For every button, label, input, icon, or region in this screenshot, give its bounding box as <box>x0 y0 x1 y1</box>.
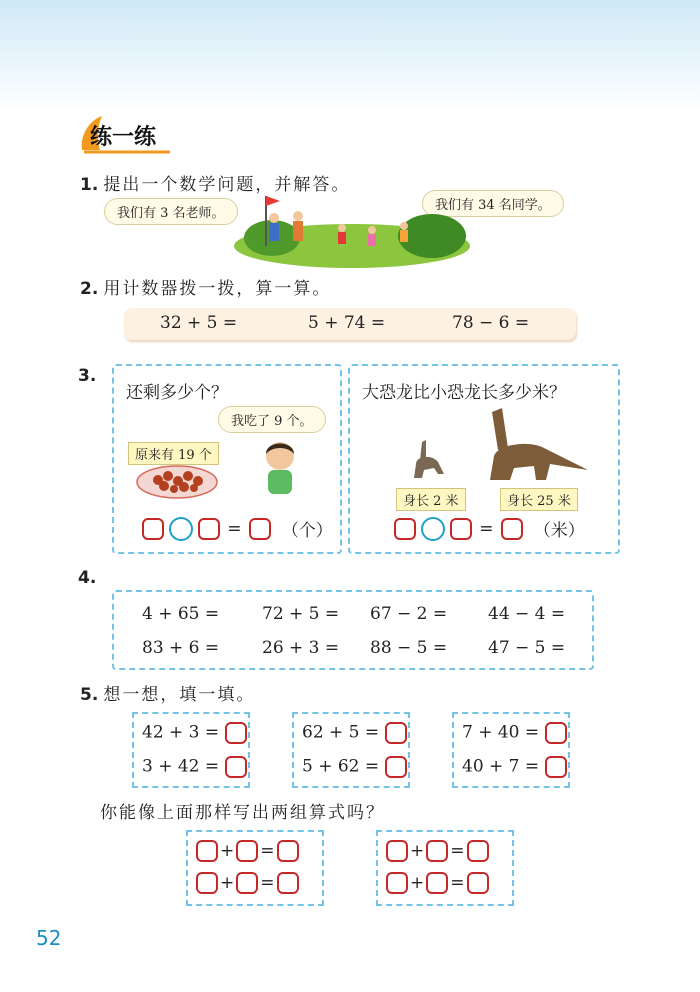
group-row <box>196 872 299 894</box>
question-number: 3. <box>78 366 97 386</box>
group-row <box>386 872 489 894</box>
plus-sign: + <box>220 841 235 861</box>
plate-of-dates-icon <box>136 464 218 500</box>
expression: 78 − 6 = <box>452 313 530 333</box>
answer-box[interactable] <box>225 756 247 778</box>
answer-box[interactable] <box>394 518 416 540</box>
answer-row <box>394 516 585 541</box>
small-dinosaur-length-label: 身长 2 米 <box>396 488 466 511</box>
equals-sign: = <box>479 518 494 539</box>
page-number: 52 <box>36 926 62 950</box>
group-row <box>196 840 299 862</box>
plus-sign: + <box>410 841 425 861</box>
speech-bubble-ate: 我吃了 9 个。 <box>218 406 326 433</box>
answer-box[interactable] <box>236 840 258 862</box>
expression: 26 + 3 = <box>262 638 340 658</box>
fill-group <box>452 712 570 788</box>
followup-prompt: 你能像上面那样写出两组算式吗？ <box>100 803 385 823</box>
expression: 62 + 5 = <box>302 722 380 743</box>
answer-box[interactable] <box>385 722 407 744</box>
section-title: 练一练 <box>90 125 157 150</box>
question-number: 2. <box>80 279 99 299</box>
expression: 88 − 5 = <box>370 638 448 658</box>
large-dinosaur-icon <box>480 404 590 484</box>
expression: 72 + 5 = <box>262 604 340 624</box>
group-row <box>462 756 567 778</box>
answer-box[interactable] <box>545 722 567 744</box>
answer-box[interactable] <box>386 872 408 894</box>
group-row <box>386 840 489 862</box>
answer-box[interactable] <box>467 840 489 862</box>
expression: 4 + 65 = <box>142 604 220 624</box>
answer-box[interactable] <box>142 518 164 540</box>
answer-box[interactable] <box>467 872 489 894</box>
question-prompt: 想一想，填一填。 <box>103 685 256 705</box>
equals-sign: = <box>450 873 465 893</box>
question-number: 5. <box>80 685 99 705</box>
card-title: 大恐龙比小恐龙长多少米？ <box>362 383 566 403</box>
question-prompt: 提出一个数学问题，并解答。 <box>103 175 351 195</box>
question-5 <box>80 680 255 705</box>
question-number: 4. <box>78 568 97 588</box>
speech-bubble-students: 我们有 34 名同学。 <box>422 190 564 217</box>
fill-group <box>292 712 410 788</box>
group-row <box>142 722 247 744</box>
answer-box[interactable] <box>277 840 299 862</box>
expression: 67 − 2 = <box>370 604 448 624</box>
page-top-band <box>0 0 700 112</box>
group-row <box>142 756 247 778</box>
plus-sign: + <box>410 873 425 893</box>
answer-box[interactable] <box>545 756 567 778</box>
field-trip-illustration <box>232 190 472 270</box>
answer-box[interactable] <box>249 518 271 540</box>
group-row <box>302 756 407 778</box>
equals-sign: = <box>260 873 275 893</box>
question-number: 1. <box>80 175 99 195</box>
small-dinosaur-icon <box>408 438 448 482</box>
fill-group <box>132 712 250 788</box>
unit-label: （个） <box>281 521 333 541</box>
equals-sign: = <box>227 518 242 539</box>
oral-calculation-panel <box>112 590 594 670</box>
question-prompt: 用计数器拨一拨，算一算。 <box>103 279 332 299</box>
equals-sign: = <box>260 841 275 861</box>
answer-box[interactable] <box>385 756 407 778</box>
boy-character-icon <box>258 436 304 498</box>
expression: 44 − 4 = <box>488 604 566 624</box>
blank-equation-group <box>186 830 324 906</box>
expression: 7 + 40 = <box>462 722 540 743</box>
answer-box[interactable] <box>225 722 247 744</box>
card-title: 还剩多少个？ <box>126 383 228 403</box>
question-2 <box>80 274 331 299</box>
expression: 42 + 3 = <box>142 722 220 743</box>
expression: 5 + 62 = <box>302 756 380 777</box>
answer-box[interactable] <box>196 872 218 894</box>
large-dinosaur-length-label: 身长 25 米 <box>500 488 578 511</box>
expression: 3 + 42 = <box>142 756 220 777</box>
equals-sign: = <box>450 841 465 861</box>
speech-bubble-teachers: 我们有 3 名老师。 <box>104 198 238 225</box>
expression: 83 + 6 = <box>142 638 220 658</box>
answer-row <box>142 516 333 541</box>
calculation-bar <box>124 308 576 340</box>
unit-label: （米） <box>533 521 585 541</box>
group-row <box>462 722 567 744</box>
answer-box[interactable] <box>501 518 523 540</box>
expression: 47 − 5 = <box>488 638 566 658</box>
expression: 5 + 74 = <box>308 313 386 333</box>
blank-equation-group <box>376 830 514 906</box>
answer-box[interactable] <box>450 518 472 540</box>
group-row <box>302 722 407 744</box>
answer-box[interactable] <box>386 840 408 862</box>
card-dinosaur <box>348 364 620 554</box>
plus-sign: + <box>220 873 235 893</box>
answer-box[interactable] <box>198 518 220 540</box>
answer-box[interactable] <box>426 840 448 862</box>
expression: 32 + 5 = <box>160 313 238 333</box>
card-remaining <box>112 364 342 554</box>
original-count-label: 原来有 19 个 <box>128 442 219 465</box>
answer-box[interactable] <box>236 872 258 894</box>
answer-box[interactable] <box>277 872 299 894</box>
operator-circle[interactable] <box>421 517 445 541</box>
answer-box[interactable] <box>426 872 448 894</box>
answer-box[interactable] <box>196 840 218 862</box>
expression: 40 + 7 = <box>462 756 540 777</box>
operator-circle[interactable] <box>169 517 193 541</box>
